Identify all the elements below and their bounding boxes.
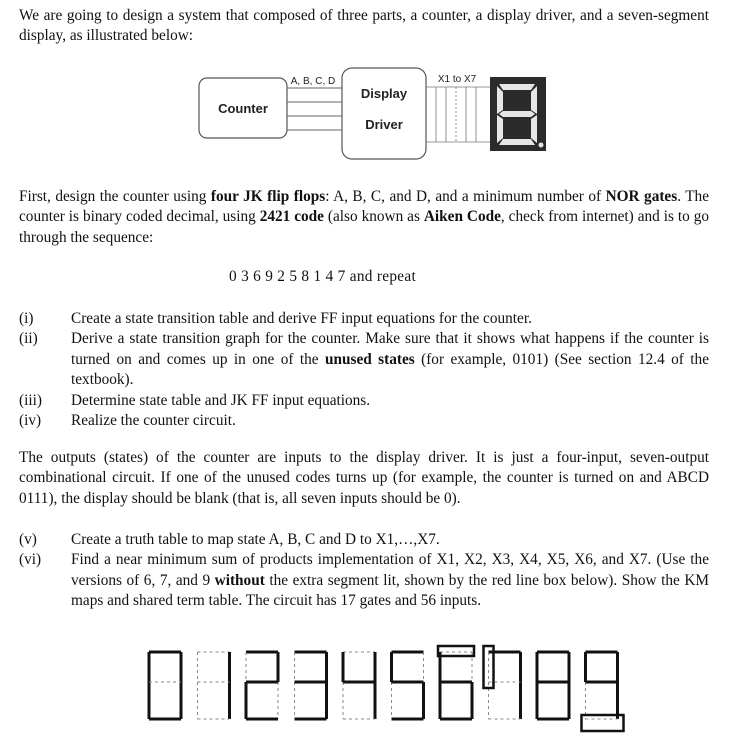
digit-0: [149, 652, 181, 719]
task-iv: (iv) Realize the counter circuit.: [19, 412, 236, 430]
digit-8: [537, 652, 569, 719]
seven-segment-digit-row: [0, 640, 734, 754]
counter-task-list: [19, 309, 709, 431]
digit-9: [586, 652, 618, 719]
display-driver-box: [342, 68, 426, 159]
counter-label: Counter: [218, 101, 268, 116]
digit-5: [392, 652, 424, 719]
driver-label-driver: Driver: [365, 117, 403, 132]
extra-segment-box-6: [438, 646, 474, 656]
task-vi: (vi) Find a near minimum sum of products implementation of X1, X2, X3, X4, X5, X6, and X7. (Use the versions of 6, 7, and 9 without the extra segment lit, shown by the red line box below). Show the KM maps and shared term table. The circuit has 17 gates and 56 inputs.: [19, 551, 710, 610]
driver-task-list: [19, 530, 709, 612]
abcd-bus: [287, 88, 342, 130]
intro-paragraph: We are going to design a system that composed of three parts, a counter, a display driver, and a seven-segment display, as illustrated below:: [19, 7, 709, 45]
count-sequence: 0 3 6 9 2 5 8 1 4 7 and repeat: [229, 268, 416, 285]
driver-paragraph: The outputs (states) of the counter are inputs to the display driver. It is just a four-input, seven-output combinational circuit. If one of the unused codes turns up (for example, the counter is turned on and ABCD 0111), the display should be blank (that is, all seven inputs should be 0).: [19, 449, 709, 507]
block-diagram: [0, 60, 734, 170]
seven-segment-display: [490, 77, 546, 151]
design-paragraph: First, design the counter using four JK flip flops: A, B, C, and D, and a minimum number of NOR gates. The counter is binary coded decimal, using 2421 code (also known as Aiken Code, check from internet) and is to go through the sequence:: [19, 188, 710, 246]
bus-label: A, B, C, D: [290, 76, 336, 87]
digit-6: [440, 652, 472, 719]
digit-3: [295, 652, 327, 719]
x1-x7-lines: [426, 87, 490, 142]
task-i: (i) Create a state transition table and derive FF input equations for the counter.: [19, 310, 532, 327]
driver-label-display: Display: [360, 86, 408, 101]
digit-1: [198, 652, 230, 719]
task-iii: (iii) Determine state table and JK FF input equations.: [19, 391, 371, 409]
task-v: (v) Create a truth table to map state A, B, C and D to X1,…,X7.: [19, 531, 440, 548]
digit-4: [343, 652, 375, 719]
outputs-label: X1 to X7: [437, 74, 477, 85]
task-ii: (ii) Derive a state transition graph for the counter. Make sure that it shows what happens if the counter is turned on and comes up in one of the unused states (for example, 0101) (See section 12.4 of the textbook).: [19, 330, 709, 389]
digit-2: [246, 652, 278, 719]
